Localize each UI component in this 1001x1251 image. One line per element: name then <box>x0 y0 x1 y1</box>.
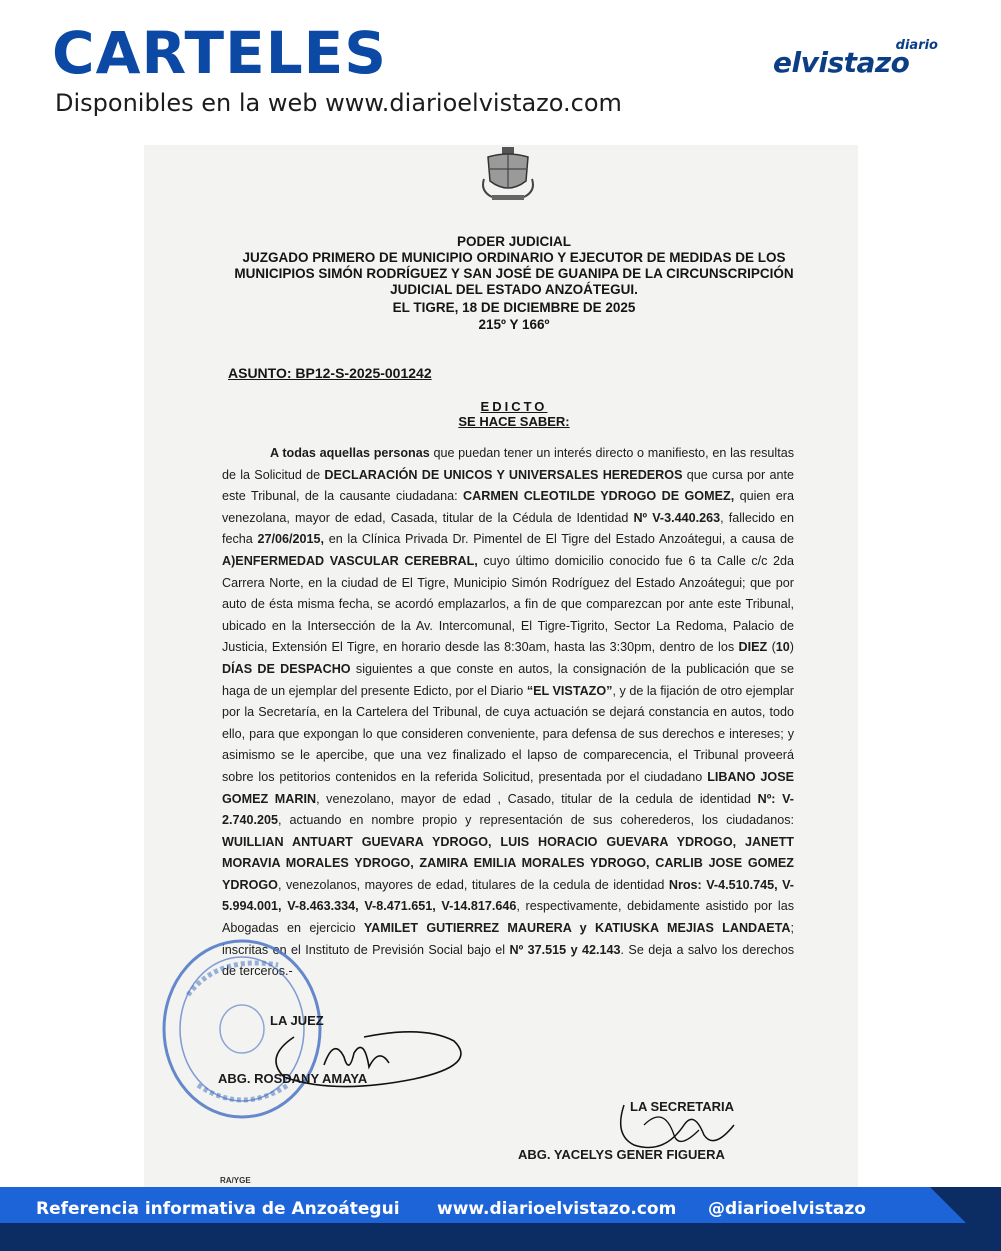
body-bold-segment: 10 <box>775 640 790 655</box>
court-line-2: JUZGADO PRIMERO DE MUNICIPIO ORDINARIO Y EJECUTOR DE MEDIDAS DE LOS <box>242 250 786 265</box>
body-text-segment: que cursa por ante este Tribunal, de la causante ciudadana: <box>222 467 794 504</box>
place-date: EL TIGRE, 18 DE DICIEMBRE DE 2025 <box>392 300 636 315</box>
secretary-title: LA SECRETARIA <box>630 1099 734 1114</box>
body-bold-segment: WUILLIAN ANTUART GUEVARA YDROGO, LUIS HORACIO GUEVARA YDROGO, JANETT MORAVIA MORALES YDROGO, ZAMIRA EMILIA MORALES YDROGO, CARLIB JOSE GOMEZ YDROGO <box>222 834 794 892</box>
years-line: 215º Y 166º <box>478 317 550 332</box>
edict-body <box>222 443 794 983</box>
body-bold-segment: CARMEN CLEOTILDE YDROGO DE GOMEZ, <box>463 489 735 504</box>
body-bold-segment: A)ENFERMEDAD VASCULAR CEREBRAL, <box>222 553 478 568</box>
court-line-3: MUNICIPIOS SIMÓN RODRÍGUEZ Y SAN JOSÉ DE GUANIPA DE LA CIRCUNSCRIPCIÓN <box>234 266 794 281</box>
body-bold-segment: 27/06/2015, <box>257 532 325 547</box>
body-text-segment: ; inscritas en el Instituto de Previsión Social bajo el <box>222 921 795 957</box>
judge-title: LA JUEZ <box>270 1013 324 1028</box>
footer-website-link[interactable]: www.diarioelvistazo.com <box>437 1199 677 1219</box>
body-bold-segment: Nº V-3.440.263 <box>633 510 721 525</box>
body-text-segment: cuyo último domicilio conocido fue 6 ta Calle c/c 2da Carrera Norte, en la ciudad de El Tigre, Municipio Simón Rodríguez del Estado Anzoátegui; que por auto de ésta misma fecha, se acordó emplazarlos, a fin de que comparezcan por ante este Tribunal, ubicado en la Intersección de la Av. Intercomunal, El Tigre-Tigrito, Sector La Redoma, Palacio de Justicia, Extensión El Tigre, en horario desde las 8:30am, hasta las 3:30pm, dentro de los <box>222 553 794 655</box>
body-text-segment: que puedan tener un interés directo o manifiesto, en las resultas de la Solicitud de <box>222 446 794 482</box>
body-text-segment: , y de la fijación de otro ejemplar por la Secretaría, en la Cartelera del Tribunal, de cuya actuación se dejará constancia en autos, todo ello, para que expongan lo que consideren conveniente, para defensa de sus derechos e intereses; y asimismo se le apercibe, que una vez finalizado el lapso de comparecencia, el Tribunal proveerá sobre los petitorios contenidos en la referida Solicitud, presentada por el ciudadano <box>222 683 794 784</box>
body-text-segment: en la Clínica Privada Dr. Pimentel de El Tigre del Estado Anzoátegui, a causa de <box>324 532 794 547</box>
body-bold-segment: YAMILET GUTIERREZ MAURERA y KATIUSKA MEJIAS LANDAETA <box>363 921 791 936</box>
footer-tagline: Referencia informativa de Anzoátegui <box>36 1199 400 1219</box>
body-bold-segment: DECLARACIÓN DE UNICOS Y UNIVERSALES HEREDEROS <box>324 467 683 482</box>
footer-band <box>0 1187 1001 1251</box>
case-number: ASUNTO: BP12-S-2025-001242 <box>228 365 432 381</box>
body-bold-segment: DÍAS DE DESPACHO <box>222 661 351 676</box>
body-bold-segment: LIBANO JOSE GOMEZ MARIN <box>222 769 794 806</box>
logo-small-text: diario <box>895 38 938 53</box>
court-line-1: PODER JUDICIAL <box>456 234 571 249</box>
footer-social-handle[interactable]: @diarioelvistazo <box>708 1199 866 1219</box>
page-subtitle: Disponibles en la web www.diarioelvistazo.com <box>55 89 622 117</box>
body-text-segment: , actuando en nombre propio y representación de sus coherederos, los ciudadanos: <box>278 813 794 828</box>
body-text-segment: , respectivamente, debidamente asistido por las Abogadas en ejercicio <box>222 899 794 936</box>
secretary-name: ABG. YACELYS GENER FIGUERA <box>518 1147 725 1162</box>
body-text-segment: ) <box>789 640 794 655</box>
coat-of-arms-icon <box>478 145 538 203</box>
edict-heading <box>444 399 584 429</box>
body-bold-segment: Nº: V-2.740.205 <box>222 791 795 828</box>
logo-main-text: elvistazo <box>773 46 910 79</box>
body-bold-segment: “EL VISTAZO” <box>526 683 613 698</box>
body-bold-segment: A todas aquellas personas <box>270 446 430 460</box>
body-bold-segment: Nros: V-4.510.745, V-5.994.001, V-8.463.334, V-8.471.651, V-14.817.646 <box>222 877 794 914</box>
body-text-segment: ( <box>767 640 776 655</box>
page-title: CARTELES <box>52 19 388 87</box>
body-text-segment: , venezolano, mayor de edad , Casado, titular de la cedula de identidad <box>316 791 758 806</box>
body-text-segment: quien era venezolana, mayor de edad, Casada, titular de la Cédula de Identidad <box>222 489 794 525</box>
brand-logo[interactable] <box>773 36 948 84</box>
body-text-segment: . Se deja a salvo los derechos de terceros.- <box>222 942 795 979</box>
court-line-4: JUDICIAL DEL ESTADO ANZOÁTEGUI. <box>390 282 638 297</box>
body-text-segment: siguientes a que conste en autos, la consignación de la publicación que se haga de un ejemplar del presente Edicto, por el Diario <box>222 661 794 698</box>
court-header <box>184 234 844 298</box>
body-bold-segment: Nº 37.515 y 42.143 <box>509 942 621 957</box>
edict-title: EDICTO <box>480 399 548 414</box>
body-text-segment: , venezolanos, mayores de edad, titulares de la cedula de identidad <box>277 877 669 892</box>
body-bold-segment: DIEZ <box>738 640 768 655</box>
judge-name: ABG. ROSDANY AMAYA <box>218 1071 368 1086</box>
reference-initials: RA/YGE <box>220 1176 251 1185</box>
edict-subtitle: SE HACE SABER: <box>458 414 570 429</box>
body-text-segment: , fallecido en fecha <box>222 510 795 547</box>
edict-document <box>144 145 858 1187</box>
